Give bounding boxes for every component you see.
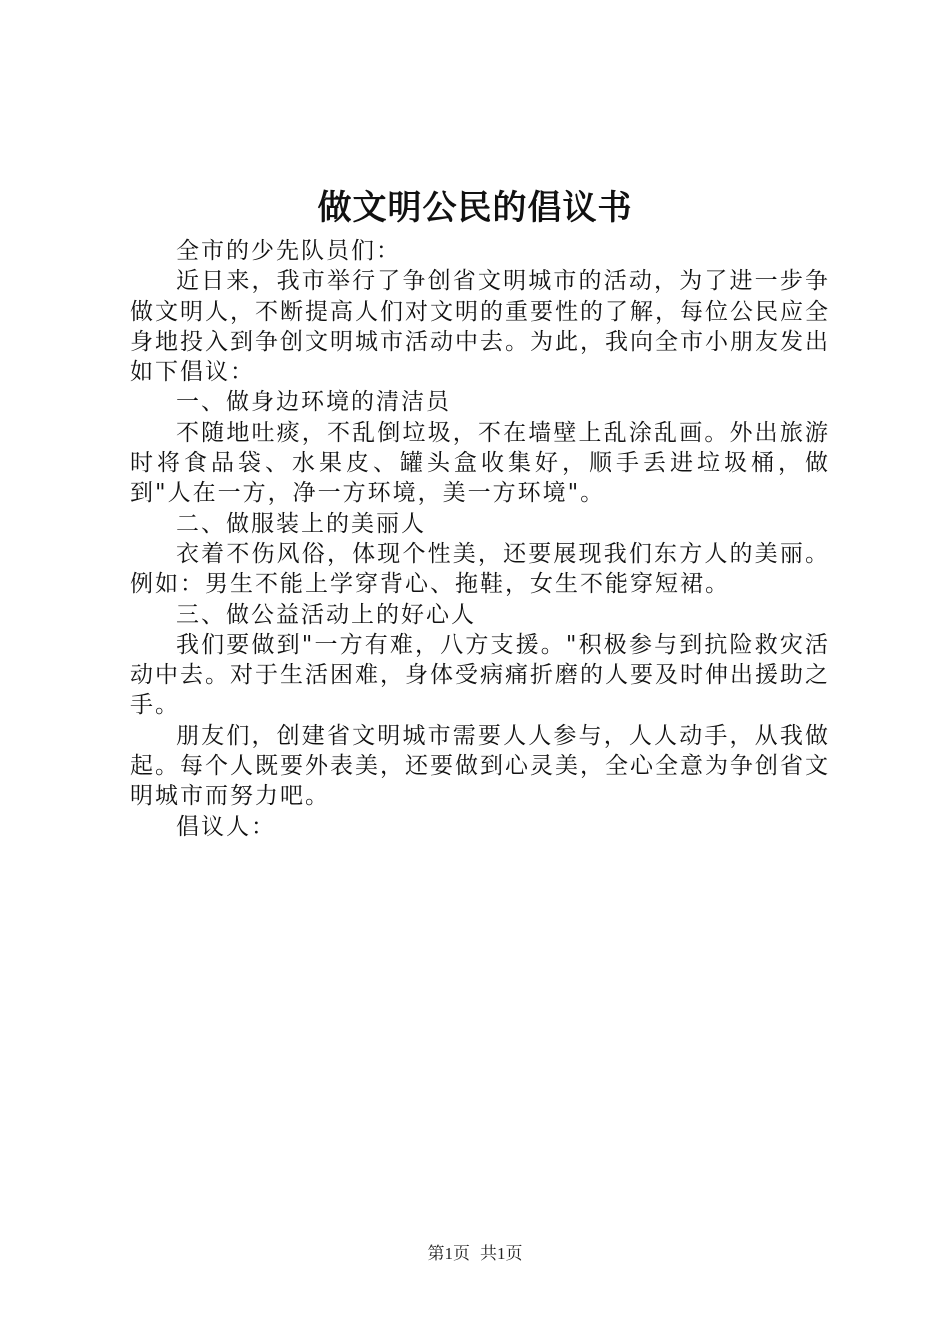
section-heading-2: 二、做服装上的美丽人 (176, 510, 426, 537)
signature-line: 倡议人： (176, 813, 276, 840)
document-title: 做文明公民的倡议书 (317, 188, 633, 228)
intro-paragraph: 近日来，我市举行了争创省文明城市的活动，为了进一步争做文明人，不断提高人们对文明的重要性的了解，每位公民应全身地投入到争创文明城市活动中去。为此，我向全市小朋友发出如下倡议： (130, 268, 830, 386)
section-paragraph-2: 衣着不伤风俗，体现个性美，还要展现我们东方人的美丽。例如：男生不能上学穿背心、拖鞋，女生不能穿短裙。 (130, 540, 830, 598)
section-heading-1: 一、做身边环境的清洁员 (176, 389, 451, 416)
section-heading-3: 三、做公益活动上的好心人 (176, 601, 476, 628)
salutation: 全市的少先队员们： (176, 238, 401, 264)
page-number: 第1页 (427, 1244, 470, 1263)
document-body (130, 236, 830, 842)
closing-paragraph: 朋友们，创建省文明城市需要人人参与，人人动手，从我做起。每个人既要外表美，还要做到心灵美，全心全意为争创省文明城市而努力吧。 (130, 722, 830, 810)
section-paragraph-1: 不随地吐痰，不乱倒垃圾，不在墙壁上乱涂乱画。外出旅游时将食品袋、水果皮、罐头盒收集好，顺手丢进垃圾桶，做到"人在一方，净一方环境，美一方环境"。 (130, 419, 830, 507)
section-paragraph-3: 我们要做到"一方有难，八方支援。"积极参与到抗险救灾活动中去。对于生活困难，身体受病痛折磨的人要及时伸出援助之手。 (130, 631, 830, 719)
page-footer (0, 1242, 950, 1266)
page-count: 共1页 (480, 1244, 523, 1263)
